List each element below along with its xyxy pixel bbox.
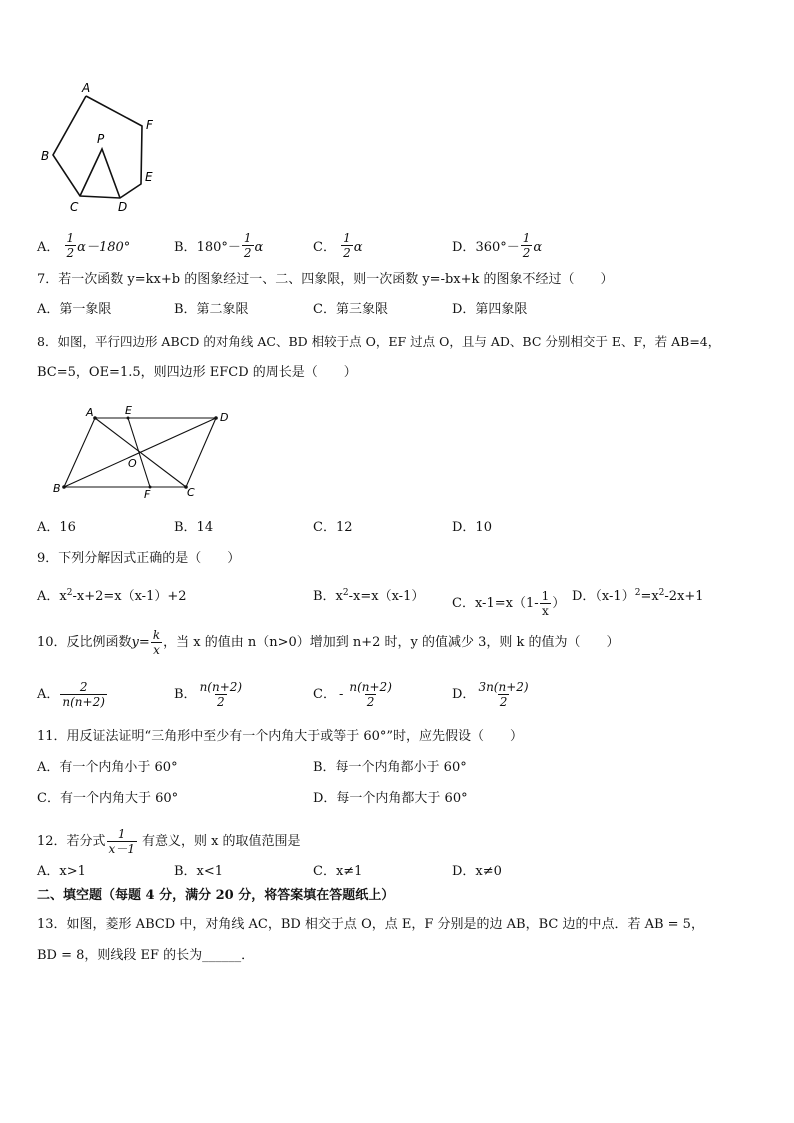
q11-option-d: D．每一个内角都大于 60°	[313, 791, 468, 806]
q8-option-c: C．12	[313, 520, 353, 535]
fraction: $\frac{k}{x}$	[152, 628, 161, 657]
q7-option-c: C．第三象限	[313, 302, 388, 317]
fraction: $\frac{1}{x-1}$	[108, 827, 135, 856]
q12-option-b: B．x<1	[174, 864, 224, 879]
fraction: $\frac{1}{2}$	[522, 231, 531, 260]
q10-option-c: C． - $\frac{n(n+2)}{2}$	[313, 680, 392, 709]
q9-option-b: B．$x^2-x=x(x-1)$	[313, 588, 425, 604]
q11-option-c: C．有一个内角大于 60°	[37, 791, 179, 806]
fraction: $\frac{1}{2}$	[343, 231, 351, 260]
q12-option-c: C．x≠1	[313, 864, 363, 879]
q7-option-b: B．第二象限	[174, 302, 249, 317]
q6-option-b: B．180°－ $\frac{1}{2}$ α	[174, 231, 264, 260]
section-title-fill-in: 二、填空题（每题 4 分，满分 20 分，将答案填在答题纸上）	[37, 888, 395, 903]
q11-option-b: B．每一个内角都小于 60°	[313, 760, 467, 775]
q8-option-d: D．10	[452, 520, 492, 535]
fraction: $\frac{1}{2}$	[66, 231, 75, 260]
q10-option-b: B． $\frac{n(n+2)}{2}$	[174, 680, 243, 709]
q6-option-d: D．360°－ $\frac{1}{2}$ α	[452, 231, 543, 260]
q8-stem-line1: 8．如图，平行四边形 ABCD 的对角线 AC、BD 相较于点 O，EF 过点 O，且与 AD、BC 分别相交于 E、F，若 AB=4，	[37, 334, 721, 349]
pg-label-a: A	[86, 406, 94, 419]
q9-option-a: A．$x^2-x+2=x(x-1)+2$	[37, 588, 187, 604]
q10-option-a: A． $\frac{2}{n(n+2)}$	[37, 680, 105, 709]
label-f: F	[146, 118, 153, 132]
fraction: $\frac{2}{n(n+2)}$	[62, 680, 105, 709]
label-e: E	[145, 170, 153, 184]
label-b: B	[41, 149, 50, 163]
fraction: $\frac{1}{x}$	[541, 589, 550, 618]
q6-option-a: A． $\frac{1}{2}$ α－180°	[37, 231, 131, 260]
segment-ef	[128, 418, 150, 487]
fraction: $\frac{1}{2}$	[243, 231, 252, 260]
q9-stem: 9．下列分解因式正确的是（ ）	[37, 551, 241, 566]
q11-stem: 11．用反证法证明“三角形中至少有一个内角大于或等于 60°”时，应先假设（ ）	[37, 729, 524, 744]
q8-stem-line2: BC=5，OE=1.5，则四边形 EFCD 的周长是（ ）	[37, 365, 357, 380]
q8-option-b: B．14	[174, 520, 214, 535]
q13-line1: 13．如图，菱形 ABCD 中，对角线 AC，BD 相交于点 O，点 E，F 分别是的边 AB，BC 边的中点．若 AB = 5，	[37, 917, 704, 932]
pg-label-o: O	[128, 457, 137, 470]
heptagon-outline	[53, 96, 142, 198]
q12-stem: 12．若分式 $\frac{1}{x-1}$ 有意义，则 x 的取值范围是	[37, 827, 301, 856]
q12-option-a: A．x>1	[37, 864, 86, 879]
label-a: A	[82, 81, 91, 95]
q13-line2: BD = 8，则线段 EF 的长为______．	[37, 948, 255, 963]
label-c: C	[70, 200, 79, 214]
pg-label-b: B	[53, 482, 61, 495]
q8-option-a: A．16	[37, 520, 76, 535]
q10-option-d: D． $\frac{3n(n+2)}{2}$	[452, 680, 529, 709]
diagonal-bd	[64, 418, 216, 487]
label-p: P	[97, 132, 105, 146]
q10-stem: 10．反比例函数y= $\frac{k}{x}$ ，当 x 的值由 n（n>0）增加到 n+2 时，y 的值减少 3，则 k 的值为（ ）	[37, 628, 620, 657]
q11-option-a: A．有一个内角小于 60°	[37, 760, 178, 775]
pg-label-f: F	[144, 488, 151, 501]
pg-label-e: E	[125, 404, 132, 417]
fraction: $\frac{3n(n+2)}{2}$	[478, 680, 529, 709]
fraction: $\frac{n(n+2)}{2}$	[349, 680, 392, 709]
q7-option-a: A．第一象限	[37, 302, 112, 317]
q9-option-c: C．x-1=x（1- $\frac{1}{x}$ ）	[452, 589, 566, 618]
q9-option-d: D．$(x-1)^2=x^2-2x+1$	[572, 588, 704, 604]
label-d: D	[118, 200, 128, 214]
pg-label-c: C	[187, 486, 195, 499]
q7-stem: 7．若一次函数 y=kx+b 的图象经过一、二、四象限，则一次函数 y=-bx+k 的图象不经过（ ）	[37, 272, 614, 287]
q12-option-d: D．x≠0	[452, 864, 502, 879]
triangle-pcd	[80, 149, 120, 198]
q7-option-d: D．第四象限	[452, 302, 528, 317]
pg-label-d: D	[220, 411, 229, 424]
q6-option-c: C． $\frac{1}{2}$ α	[313, 231, 363, 260]
fraction: $\frac{n(n+2)}{2}$	[199, 680, 243, 709]
